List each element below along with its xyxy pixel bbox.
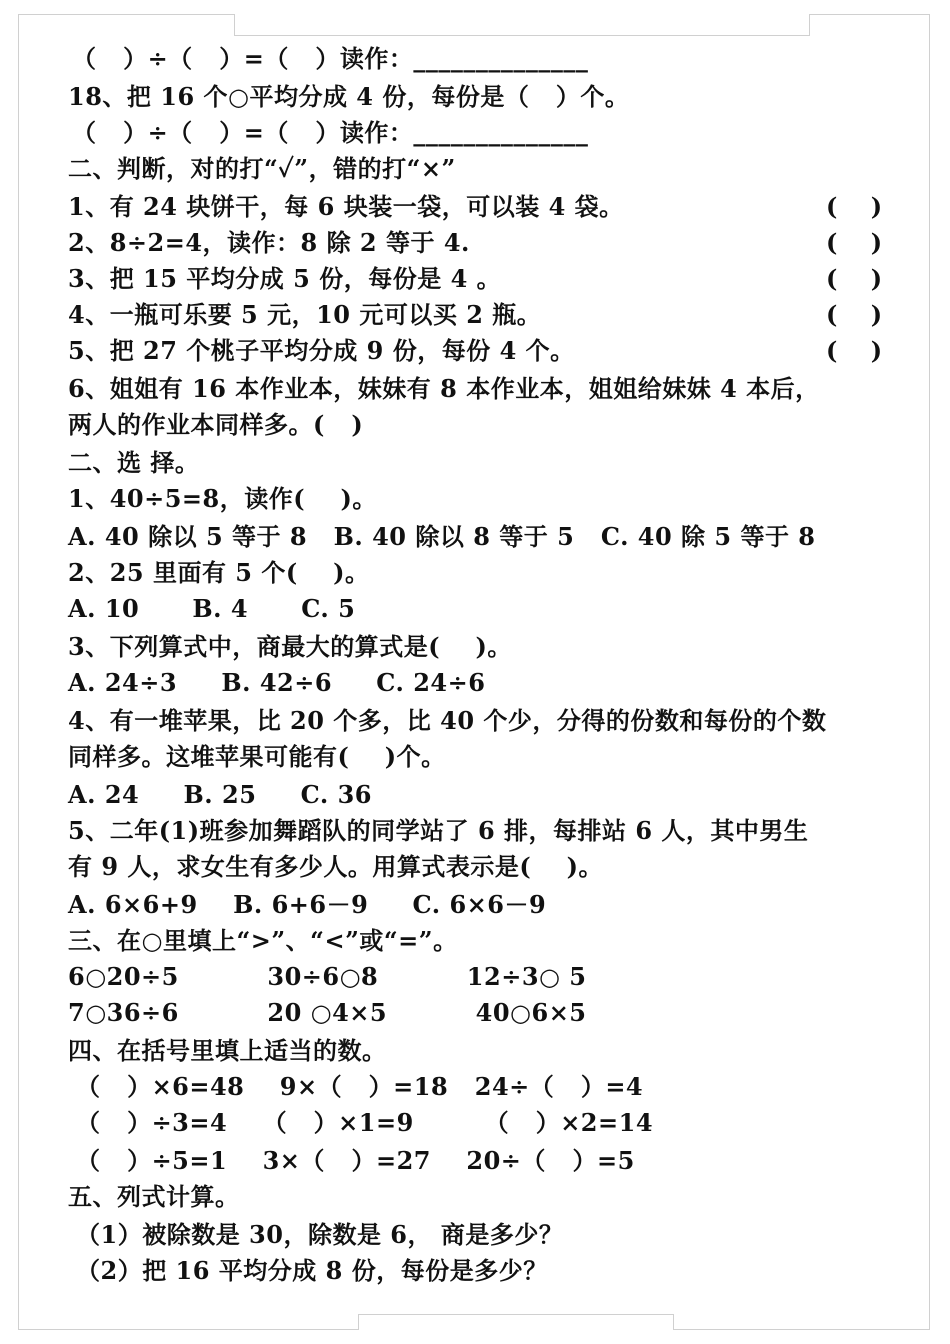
- page-bottom-tab: [358, 1314, 674, 1330]
- judge-answer-paren: ( ): [826, 336, 883, 365]
- worksheet-line: A. 6×6+9 B. 6+6－9 C. 6×6－9: [68, 890, 547, 919]
- worksheet-line: A. 10 B. 4 C. 5: [68, 594, 356, 623]
- worksheet-line: 三、在○里填上“>”、“<”或“=”。: [68, 926, 458, 955]
- worksheet-line: （1）被除数是 30，除数是 6， 商是多少？: [76, 1220, 564, 1249]
- worksheet-line: 二、判断，对的打“✓”，错的打“×”: [68, 154, 456, 183]
- worksheet-line: 同样多。这堆苹果可能有( )个。: [68, 742, 446, 771]
- worksheet-line: 1、有 24 块饼干，每 6 块装一袋，可以装 4 袋。: [68, 192, 624, 221]
- worksheet-line: 2、8÷2=4，读作：8 除 2 等于 4.: [68, 228, 470, 257]
- worksheet-line: A. 24÷3 B. 42÷6 C. 24÷6: [68, 668, 486, 697]
- worksheet-line: 五、列式计算。: [68, 1182, 240, 1211]
- worksheet-line: （ ）×6=48 9×（ ）=18 24÷（ ）=4: [76, 1072, 644, 1101]
- worksheet-line: 18、把 16 个○平均分成 4 份，每份是（ ）个。: [68, 82, 630, 111]
- worksheet-line: 5、把 27 个桃子平均分成 9 份，每份 4 个。: [68, 336, 575, 365]
- worksheet-line: 6○20÷5 30÷6○8 12÷3○ 5: [68, 962, 587, 991]
- worksheet-line: （ ）÷5=1 3×（ ）=27 20÷（ ）=5: [76, 1146, 635, 1175]
- worksheet-line: 6、姐姐有 16 本作业本，妹妹有 8 本作业本，姐姐给妹妹 4 本后，: [68, 374, 820, 403]
- worksheet-line: 两人的作业本同样多。( ): [68, 410, 364, 439]
- judge-answer-paren: ( ): [826, 192, 883, 221]
- worksheet-line: 四、在括号里填上适当的数。: [68, 1036, 387, 1065]
- worksheet-line: 4、一瓶可乐要 5 元，10 元可以买 2 瓶。: [68, 300, 542, 329]
- worksheet-line: （ ）÷（ ）=（ ）读作：______________: [72, 44, 589, 73]
- worksheet-line: A. 24 B. 25 C. 36: [68, 780, 372, 809]
- worksheet-line: 3、下列算式中，商最大的算式是( )。: [68, 632, 512, 661]
- worksheet-line: 二、选 择。: [68, 448, 200, 477]
- judge-answer-paren: ( ): [826, 264, 883, 293]
- worksheet-line: （ ）÷3=4 （ ）×1=9 （ ）×2=14: [76, 1108, 654, 1137]
- worksheet-line: 7○36÷6 20 ○4×5 40○6×5: [68, 998, 587, 1027]
- worksheet-line: 3、把 15 平均分成 5 份，每份是 4 。: [68, 264, 502, 293]
- worksheet-line: A. 40 除以 5 等于 8 B. 40 除以 8 等于 5 C. 40 除 5 等于 8: [68, 522, 816, 551]
- worksheet-line: 2、25 里面有 5 个( )。: [68, 558, 370, 587]
- page-top-tab: [234, 14, 810, 36]
- judge-answer-paren: ( ): [826, 228, 883, 257]
- worksheet-line: 4、有一堆苹果，比 20 个多，比 40 个少，分得的份数和每份的个数: [68, 706, 827, 735]
- worksheet-line: 5、二年(1)班参加舞蹈队的同学站了 6 排，每排站 6 人，其中男生: [68, 816, 809, 845]
- worksheet-line: （2）把 16 平均分成 8 份，每份是多少？: [76, 1256, 548, 1285]
- worksheet-line: 有 9 人，求女生有多少人。用算式表示是( )。: [68, 852, 604, 881]
- worksheet-line: （ ）÷（ ）=（ ）读作：______________: [72, 118, 589, 147]
- judge-answer-paren: ( ): [826, 300, 883, 329]
- worksheet-line: 1、40÷5=8，读作( )。: [68, 484, 377, 513]
